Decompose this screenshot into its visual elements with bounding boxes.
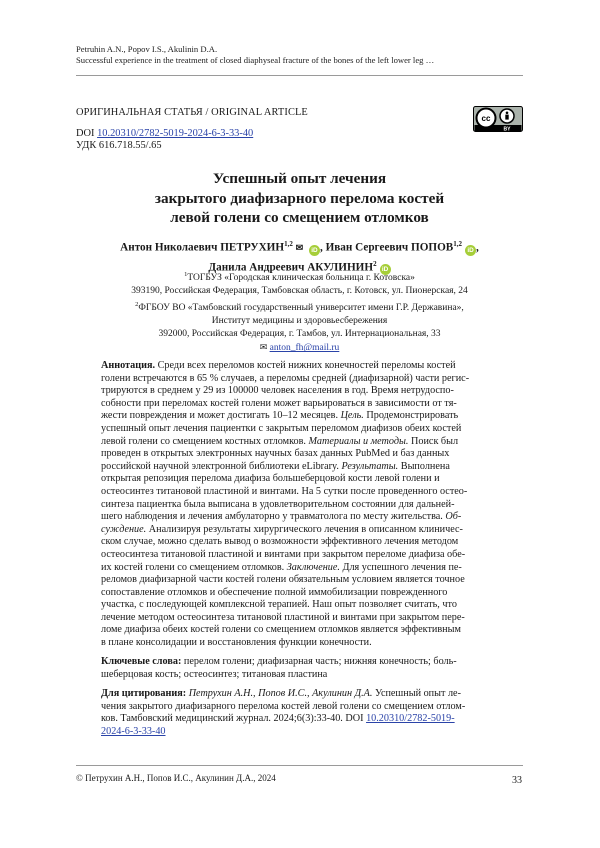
article-type: ОРИГИНАЛЬНАЯ СТАТЬЯ / ORIGINAL ARTICLE xyxy=(76,107,308,118)
footer-divider xyxy=(76,765,523,766)
orcid-icon[interactable]: iD xyxy=(465,245,476,256)
abstract-text: российской научной электронной библиотеки eLibrary. xyxy=(101,460,342,472)
author-2-affil: 1,2 xyxy=(453,240,463,248)
author-separator: , xyxy=(319,241,323,254)
header-divider xyxy=(76,75,523,76)
keywords-text: перелом голени; диафизарная часть; нижняя конечность; боль- xyxy=(181,656,457,667)
abstract-section-conclusion: Заключение. xyxy=(286,561,340,573)
mail-icon: ✉ xyxy=(295,242,304,253)
abstract-section-aim: Цель. xyxy=(340,410,364,422)
copyright: © Петрухин А.Н., Попов И.С., Акулинин Д.А., 2024 xyxy=(76,773,276,783)
keywords xyxy=(101,656,501,681)
doi-link[interactable]: 10.20310/2782-5019-2024-6-3-33-40 xyxy=(97,128,254,139)
abstract-text: голени встречаются в 65 % случаев, а переломы средней (диафизарной) части регис- xyxy=(101,372,470,384)
abstract-section-results: Результаты. xyxy=(341,460,399,472)
title-line-3: левой голени со смещением отломков xyxy=(170,209,429,226)
abstract-text: Выполнена xyxy=(398,460,450,472)
author-3-name: Данила Андреевич АКУЛИНИН xyxy=(208,261,374,274)
mail-icon: ✉ xyxy=(259,342,268,353)
citation xyxy=(101,688,501,738)
author-1-affil: 1,2 xyxy=(284,240,293,248)
abstract-text: остеосинтез титановой пластиной и винтами. На 5 сутки после проведенного остео- xyxy=(101,485,468,497)
abstract-text: ском случае, можно сделать вывод о возможности эффективного лечения методом xyxy=(101,536,459,548)
affil-2-name: ФГБОУ ВО «Тамбовский государственный университет имени Г.Р. Державина», xyxy=(138,303,464,314)
citation-authors: Петрухин А.Н., Попов И.С., Акулинин Д.А. xyxy=(186,688,373,699)
abstract-section-discussion: Об- xyxy=(445,511,462,523)
running-header xyxy=(76,44,546,66)
abstract xyxy=(101,360,501,650)
header-running-title: Successful experience in the treatment of closed diaphyseal fracture of the bones of the left lower leg … xyxy=(76,55,435,65)
abstract-text: успешный опыт лечения пациентки с закрытым переломом диафизов обеих костей xyxy=(101,422,462,434)
abstract-text: остеосинтеза титановой пластиной и винтами при закрытом переломе диафиза обе- xyxy=(101,548,466,560)
citation-doi-link[interactable]: 10.20310/2782-5019- xyxy=(366,713,455,725)
citation-text: чения закрытого диафизарного перелома костей левой голени со смещением отлом- xyxy=(101,700,466,712)
author-separator: , xyxy=(476,241,479,254)
abstract-text: трируются в среднем у 29 из 100000 человек населения в год. Время нетрудоспо- xyxy=(101,385,454,397)
title-line-1: Успешный опыт лечения xyxy=(212,170,387,187)
keywords-label: Ключевые слова: xyxy=(101,656,182,667)
abstract-text: участка, с последующей комплексной терапией. Наш опыт позволяет считать, что xyxy=(101,599,457,611)
abstract-text: Для успешного лечения пе- xyxy=(339,561,462,573)
abstract-text: левой голени со смещением костных отломков. xyxy=(101,435,309,447)
by-text: BY xyxy=(503,126,511,132)
citation-text: Успешный опыт ле- xyxy=(372,688,461,699)
article-title xyxy=(76,169,523,228)
email-link[interactable]: anton_fh@mail.ru xyxy=(269,343,340,354)
abstract-text: жести повреждения и может достигать 10–12 месяцев. xyxy=(101,410,341,422)
abstract-text: проведен в открытых электронных научных базах данных PubMed и баз данных xyxy=(101,448,450,460)
abstract-text: ломе диафиза обеих костей голени со смещением отломков является эффективным xyxy=(101,624,461,636)
abstract-text: в плане консолидации и восстановления функции конечности. xyxy=(101,637,372,649)
udk-code: УДК 616.718.55/.65 xyxy=(76,140,162,151)
author-3-affil: 2 xyxy=(373,259,377,268)
affil-2-address: 392000, Российская Федерация, г. Тамбов, ул. Интернациональная, 33 xyxy=(158,329,441,340)
affil-1-name: ТОГБУЗ «Городская клиническая больница г. Котовска» xyxy=(187,273,415,284)
header-authors: Petruhin A.N., Popov I.S., Akulinin D.A. xyxy=(76,44,218,54)
abstract-text: собности при переломах костей голени может варьироваться в зависимости от тя- xyxy=(101,397,457,409)
abstract-text: реломов диафизарной части костей голени обязательным условием является точное xyxy=(101,574,465,586)
cc-by-license-icon[interactable] xyxy=(473,106,523,132)
abstract-label: Аннотация. xyxy=(101,360,156,371)
abstract-text: шего наблюдения и лечения амбулаторно у травматолога по месту жительства. xyxy=(101,511,446,523)
affil-2-num: 2 xyxy=(135,301,139,309)
citation-doi-link[interactable]: 2024-6-3-33-40 xyxy=(101,725,166,737)
affil-1-address: 393190, Российская Федерация, Тамбовская область, г. Котовск, ул. Пионерская, 24 xyxy=(131,286,468,297)
citation-label: Для цитирования: xyxy=(101,688,187,699)
affil-1-num: 1 xyxy=(184,271,188,278)
orcid-icon[interactable]: iD xyxy=(380,264,391,275)
citation-text: ков. Тамбовский медицинский журнал. 2024;6(3):33-40. DOI xyxy=(101,713,367,725)
abstract-text: Анализируя результаты хирургического лечения в описанном клиничес- xyxy=(146,523,463,535)
abstract-section-methods: Материалы и методы. xyxy=(308,435,409,447)
doi-line xyxy=(76,128,253,140)
abstract-text: Продемонстрировать xyxy=(363,410,459,422)
author-2-name: Иван Сергеевич ПОПОВ xyxy=(325,241,454,254)
affil-2-institute: Институт медицины и здоровьесбережения xyxy=(211,316,388,327)
title-line-2: закрытого диафизарного перелома костей xyxy=(154,189,445,207)
cc-text: cc xyxy=(481,114,491,123)
abstract-text: их костей голени со смещением отломков. xyxy=(101,561,287,573)
abstract-text: Среди всех переломов костей нижних конечностей переломы костей xyxy=(155,360,456,371)
keywords-text: шеберцовая кость; остеосинтез; титановая пластина xyxy=(101,668,328,680)
abstract-text: сопоставление отломков и обеспечение полной иммобилизации поврежденного xyxy=(101,586,448,598)
doi-prefix: DOI xyxy=(76,128,98,139)
abstract-text: лечение методом остеосинтеза титановой пластиной и винтами при закрытом пере- xyxy=(101,611,465,623)
page-number: 33 xyxy=(512,775,522,786)
abstract-text: Поиск был xyxy=(408,435,459,447)
abstract-text: открытая репозиция перелома диафиза большеберцовой кости левой голени и xyxy=(101,473,440,485)
orcid-icon[interactable]: iD xyxy=(309,245,320,256)
affiliations xyxy=(76,268,523,355)
abstract-text: синтеза пациентка была выписана в удовлетворительном состоянии для дальней- xyxy=(101,498,455,510)
abstract-section-discussion: суждение. xyxy=(101,523,147,535)
author-1-name: Антон Николаевич ПЕТРУХИН xyxy=(120,241,285,254)
